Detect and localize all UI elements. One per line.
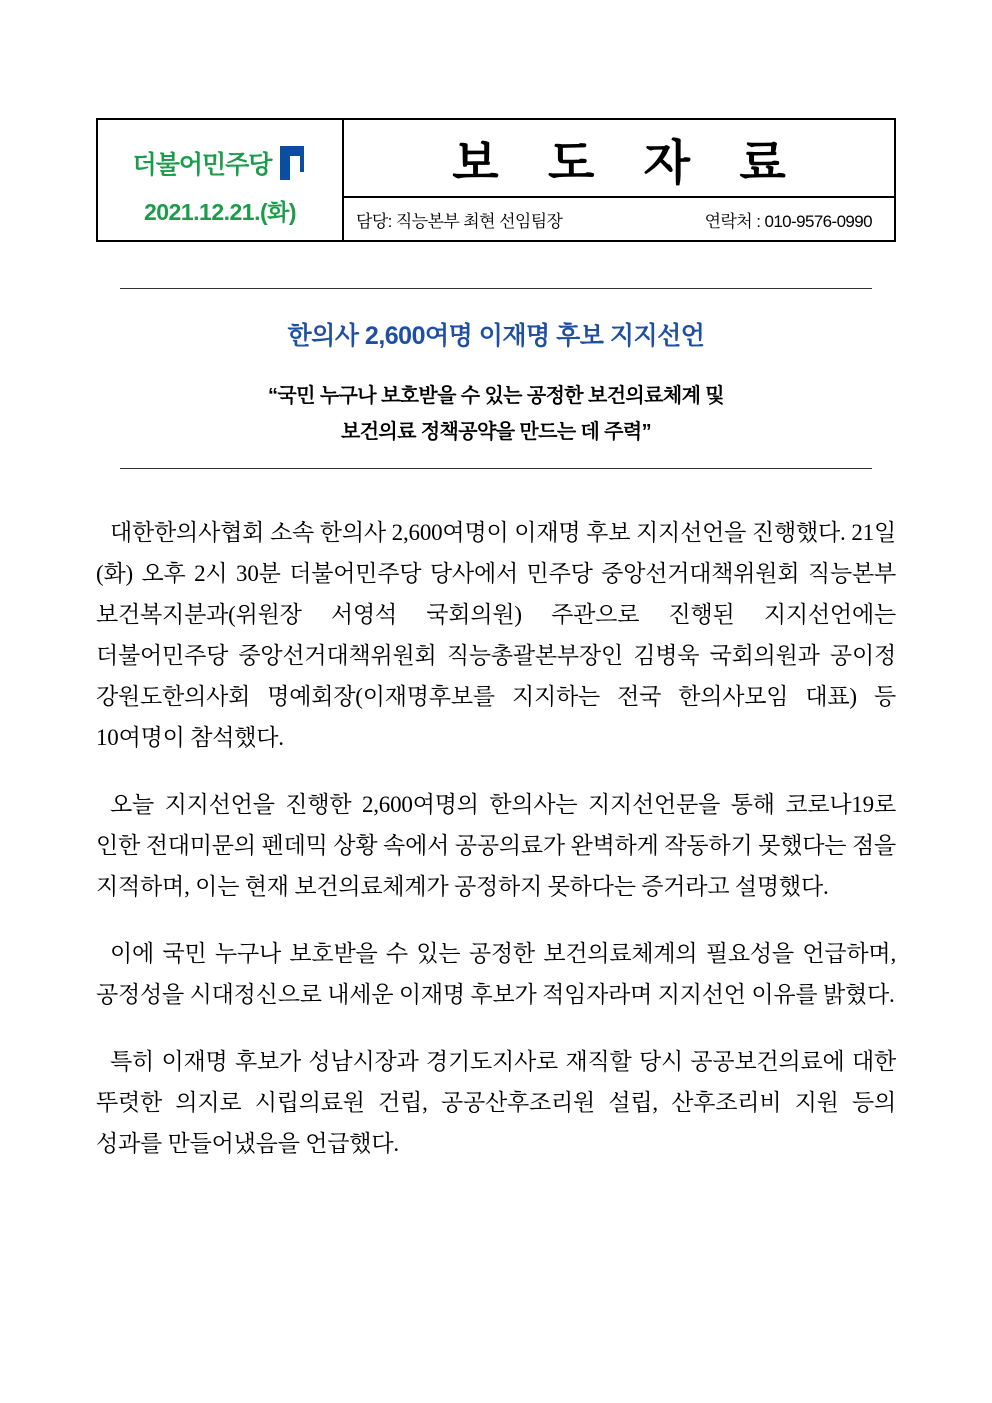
header-right-cell bbox=[344, 120, 894, 240]
paragraph: 이에 국민 누구나 보호받을 수 있는 공정한 보건의료체계의 필요성을 언급하며, 공정성을 시대정신으로 내세운 이재명 후보가 적임자라며 지지선언 이유를 밝혔다. bbox=[96, 941, 896, 1007]
header-logo-cell bbox=[98, 120, 344, 240]
divider-top bbox=[120, 288, 872, 289]
party-logo-label: 더불어민주당 bbox=[132, 151, 272, 179]
press-release-header bbox=[96, 118, 896, 242]
header-contact: 연락처 : 010-9576-0990 bbox=[704, 211, 872, 231]
header-charge: 담당: 직능본부 최현 선임팀장 bbox=[356, 211, 563, 231]
header-doc-kind: 보 도 자 료 bbox=[452, 136, 804, 190]
page-subtitle bbox=[0, 378, 992, 450]
page-subtitle-line2: 보건의료 정책공약을 만드는 데 주력” bbox=[340, 421, 652, 443]
party-emblem-icon bbox=[277, 146, 307, 182]
page-title: 한의사 2,600여명 이재명 후보 지지선언 bbox=[287, 322, 705, 350]
header-meta-row bbox=[344, 198, 894, 240]
header-doc-kind-cell bbox=[344, 120, 894, 198]
party-logo bbox=[133, 138, 308, 190]
paragraph: 오늘 지지선언을 진행한 2,600여명의 한의사는 지지선언문을 통해 코로나19로 인한 전대미문의 펜데믹 상황 속에서 공공의료가 완벽하게 작동하기 못했다는 점을 지적하며, 이는 현재 보건의료체계가 공정하지 못하다는 증거라고 설명했다. bbox=[96, 792, 896, 899]
divider-bottom bbox=[120, 468, 872, 469]
paragraph: 특히 이재명 후보가 성남시장과 경기도지사로 재직할 당시 공공보건의료에 대한 뚜렷한 의지로 시립의료원 건립, 공공산후조리원 설립, 산후조리비 지원 등의 성과를 만들어냈음을 언급했다. bbox=[96, 1049, 896, 1156]
header-date: 2021.12.21.(화) bbox=[143, 198, 297, 225]
paragraph: 대한한의사협회 소속 한의사 2,600여명이 이재명 후보 지지선언을 진행했다. 21일(화) 오후 2시 30분 더불어민주당 당사에서 민주당 중앙선거대책위원회 직능본부 보건복지분과(위원장 서영석 국회의원) 주관으로 진행된 지지선언에는 더불어민주당 중앙선거대책위원회 직능총괄본부장인 김병욱 국회의원과 공이정 강원도한의사회 명예회장(이재명후보를 지지하는 전국 한의사모임 대표) 등 10여명이 참석했다. bbox=[96, 520, 896, 750]
page-subtitle-line1: “국민 누구나 보호받을 수 있는 공정한 보건의료체계 및 bbox=[268, 385, 724, 407]
body-text bbox=[96, 512, 896, 1190]
